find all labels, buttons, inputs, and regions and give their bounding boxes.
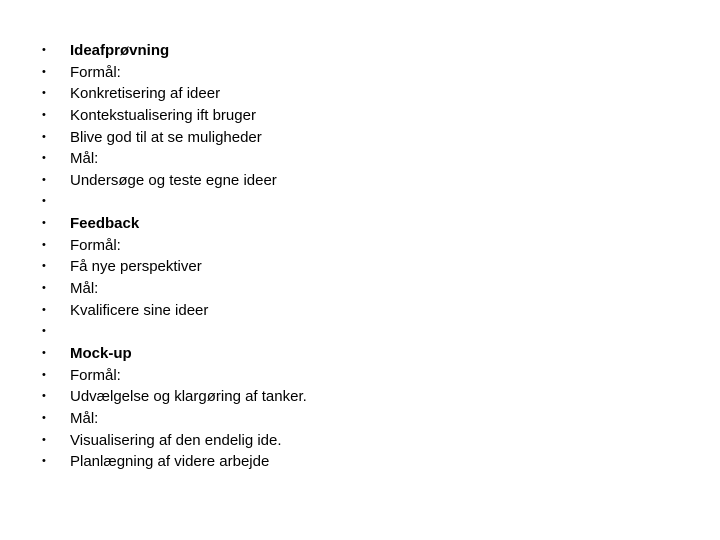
list-item [36,213,307,235]
bullet-icon: • [42,325,46,338]
bullet-icon: • [42,433,46,446]
bullet-icon: • [42,108,46,121]
list-item [36,235,307,257]
section-heading-mock-up: Mock-up [70,344,132,362]
list-item [36,40,307,62]
bullet-icon: • [42,130,46,143]
list-item [36,105,307,127]
list-item-text: Blive god til at se muligheder [70,128,262,146]
list-item [36,170,307,192]
bullet-icon: • [42,411,46,424]
list-item-text: Formål: [70,366,121,384]
list-item-text: Udvælgelse og klargøring af tanker. [70,388,307,406]
list-item [36,451,307,473]
bullet-icon: • [42,217,46,230]
list-item-text: Formål: [70,63,121,81]
section-heading-idea-testing: Ideafprøvning [70,42,170,59]
bullet-icon: • [42,390,46,403]
list-item [36,408,307,430]
list-item-empty [36,191,307,213]
list-item-empty [36,321,307,343]
bullet-list [36,40,307,473]
list-item-text: Kvalificere sine ideer [70,301,209,319]
list-item [36,83,307,105]
list-item [36,365,307,387]
list-item-text: Mål: [70,280,99,298]
section-heading-feedback: Feedback [70,215,140,233]
list-item-text: Visualisering af den endelig ide. [70,431,282,449]
bullet-icon: • [42,44,46,56]
bullet-icon: • [42,65,46,78]
bullet-icon: • [42,87,46,100]
bullet-icon: • [42,303,46,316]
list-item [36,278,307,300]
list-item [36,127,307,149]
list-item-text: Undersøge og teste egne ideer [70,171,277,189]
list-item-text: Formål: [70,236,121,254]
bullet-icon: • [42,368,46,381]
list-item-text: Planlægning af videre arbejde [70,453,270,471]
list-item-text: Mål: [70,409,99,427]
bullet-icon: • [42,195,46,208]
list-item [36,148,307,170]
list-item-text: Få nye perspektiver [70,258,202,276]
bullet-icon: • [42,152,46,165]
bullet-icon: • [42,455,46,468]
list-item-text: Konkretisering af ideer [70,85,221,103]
list-item [36,430,307,452]
bullet-icon: • [42,173,46,186]
list-item-text: Mål: [70,150,99,168]
list-item [36,300,307,322]
bullet-icon: • [42,346,46,359]
list-item [36,386,307,408]
bullet-icon: • [42,238,46,251]
list-item [36,62,307,84]
bullet-icon: • [42,260,46,273]
list-item-text: Kontekstualisering ift bruger [70,106,256,124]
bullet-icon: • [42,282,46,295]
list-item [36,256,307,278]
list-item [36,343,307,365]
